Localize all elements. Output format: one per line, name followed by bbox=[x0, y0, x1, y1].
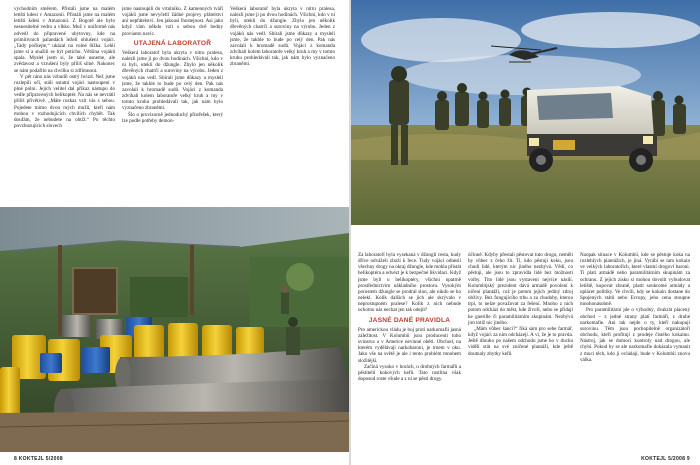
section-heading: UTAJENÁ LABORATOŘ bbox=[133, 39, 212, 47]
right-page bbox=[351, 0, 700, 465]
paragraph: jsme nastoupili do vrtulníku. Z kamenných tváří vojáků jsme nevyčetli žádné projevy přátelství ani nepřátelství. Jen jakousi lhostejnost. Asi jako když vám někdo vzít s sebou dvě bedny proviantu navíc. bbox=[122, 6, 223, 37]
paragraph: Naopak situace v Kolumbii, kde se pěstuje koka na rozlehlých plantážích, je jiná. Vyrábí se tam kokain ve velkých laboratořích, které vlastní drogoví baroni. Ti platí armádě nebo paramilitárním skupinám za ochranu. Z jejich zisku si mohou dovolit vybudovat letiště, kupovat zbraně, platit soukromé armády a uplácet politiky. Ve chvíli, kdy se kokain dostane do Spojených států nebo Evropy, jeho cena stoupne mnohonásobně. bbox=[580, 252, 690, 308]
soldiers-truck-photo bbox=[351, 0, 700, 225]
right-col-1 bbox=[358, 252, 461, 452]
paragraph: Pro paramilitární jde o výhodný, dvakrát placený obchod – z jedné strany platí farmáři, z druhé narkomafie. Ani tak nejde o ty, kteří nakupují surovinu. Těm jsou pochopitelně organizátoři obchodu, kteří profitují z prodeje čistého kokainu. Nástroj, jak se domoci kontroly nad drogou, ale chybí. Pokud by se ale narkomafie dokázala vymanit z moci těch, kdo ji ovládají, bude v Kolumbii znovu válka. bbox=[580, 307, 690, 363]
paragraph: Šlo o provizorně jednoduchý přístřešek, který lze podle potřeby demon- bbox=[122, 111, 223, 124]
paragraph: Pro americkou vládu je boj proti narkomafii jasná záležitost. V Kolumbii jsou producenti toho svinstva a v Americe nevinné oběti. Obchod, na kterém vydělávají narkobaroni, je trnem v oku. Jako vše na světě je ale i tento problém mnohem složitější. bbox=[358, 326, 461, 364]
paragraph: východním směrem. Přistáli jsme na malém letišti kdesi v Amazonii. Přistáli jsme na malém letišti kdesi v Amazonii. Z Bogotě ale bylo nesnesitelné vedro a vlhko. Muž v uniformě nás odvedl do připravené ubytovny, kde na primitivních palandách leželi ohlušení vojáci. „Tady počkejte,“ ukázal na volné lůžka. Lehli jsme si a snažili se být potichu. Většina vojáků spala. Myslel jsem si, že také usneme, ale zvědavost a vzrušení byly příliš silné. Nakonec se nám podařilo na chvilku si zdřímnout. bbox=[14, 6, 115, 74]
barrel-lab-photo bbox=[0, 207, 349, 452]
page-folio: 8 KOKTEJL 5/2008 bbox=[14, 456, 63, 462]
paragraph: Začíná vysoko v horách, u drobných farmářů a pěstitelů kokových keřů. Tato rostlina však doposud roste všude a z ní se pěstí drogy. bbox=[358, 363, 461, 382]
paragraph: Veškerá laboratoř byla ukryta v nitru pralesa, nalezli jsme ji po dvou hodinách. Všichni, kdo v ní byli, utekli do džungle. Zbylo jen několik dřevěných chatrčí a suroviny na výrobu. Jeden z vojáků nás vedl. Sbírali jsme důkazy a mysleli jsme, že takhle to bude po celý den. Pak nás zavolali k hromadě sudů. Vojáci z komanda zdvíhali kolem laboratoře velký kruh a my v tomto kruhu prohledávali tak, jak nám bylo vyznačeno zbraněmi. bbox=[122, 49, 223, 112]
left-col-1 bbox=[14, 6, 115, 202]
section-heading: JASNÉ DANÉ PRAVIDLA bbox=[368, 316, 451, 324]
left-col-3 bbox=[230, 6, 335, 202]
paragraph: V pět ráno nás vzbudil ostrý hvizd. Než jsme rozlepili oči, stáli ostatní vojáci nastoupení v plné polní. Jejich velitel dal příkaz nástupu do vedle připravených helikoptér. Na nás se nevrátil příliš přívětivě. „Máte rozkaz vzít vás s sebou. Pojedete mimo dvou mých mužů, kteří nám mohou v rozhodujících chvílích chybět. Tak doufám, že nebudete na obtíž.“ Po těchto povzbuzujících slovech bbox=[14, 73, 115, 129]
paragraph: „Mám vůbec šanci?“ říká sám pro sebe farmář, když vojáci za ním odcházejí. A ví, že je to pravda. Ještě dlouho po našem odchodu jsme ho v duchu viděli stát na své zničené plantáži, kde ještě doutnaly zbytky keřů. bbox=[468, 325, 573, 357]
paragraph: účinně. Kdyby přestali pěstovat tuto drogu, neměli by vůbec z čeho žít. Ti, kdo pěstují koku, jsou chudí lidé, kterým nic jiného nezbývá. Vědí, co pěstují, ale jsou to zpravidla lidé bez možnosti volby. Tito lidé jsou vystaveni nejvíce násilí. Kolumbijský prezident dává armádě povolení k ničení plantáží, což je potom jejich jediný zdroj obživy. Bez fungujícího trhu a za chudoby, kterou trpí, to nelze považovat za řešení. Mnoho z nich potom odchází do měst, kde živoří, nebo se přidají ke guerille či paramilitárním skupinám. Nezbývá jim totiž nic jiného. bbox=[468, 252, 573, 326]
left-page bbox=[0, 0, 349, 465]
page-folio: KOKTEJL 5/2008 9 bbox=[641, 456, 690, 462]
paragraph: Veškerá laboratoř byla ukryta v nitru pralesa, nalezli jsme ji po dvou hodinách. Všichni, kdo v ní byli, utekli do džungle. Zbylo jen několik dřevěných chatrčí a suroviny na výrobu. Jeden z vojáků nás vedl. Sbírali jsme důkazy a mysleli jsme, že takhle to bude po celý den. Pak nás zavolali k hromadě sudů. Vojáci z komanda zdvíhali kolem laboratoře velký kruh a my v tomto kruhu prohledávali tak, jak nám bylo vyznačeno zbraněmi. bbox=[230, 6, 335, 68]
left-col-2 bbox=[122, 6, 223, 202]
paragraph: Za laboratoří byla vysekaná v džungli cesta, kudy dříve odváželi zboží k řece. Tudy vojáci odnesli všechny drogy na okraj džungle, kde mohla přistát helikoptéra a odvézt je k bezpečné likvidaci. Když jsme byli u helikoptéry, všichni opatrně prostřednictvím nákladního prostoru. Vysokým porostem džungle se prodral slon, ale nikdo se ho nelekl. Kolik dalších se jich ale skrývalo v neprostupném pralese? Kolik z nich nebude ochotno nás nechat jen tak odejít? bbox=[358, 252, 461, 314]
right-col-3 bbox=[580, 252, 690, 452]
right-col-2 bbox=[468, 252, 573, 452]
